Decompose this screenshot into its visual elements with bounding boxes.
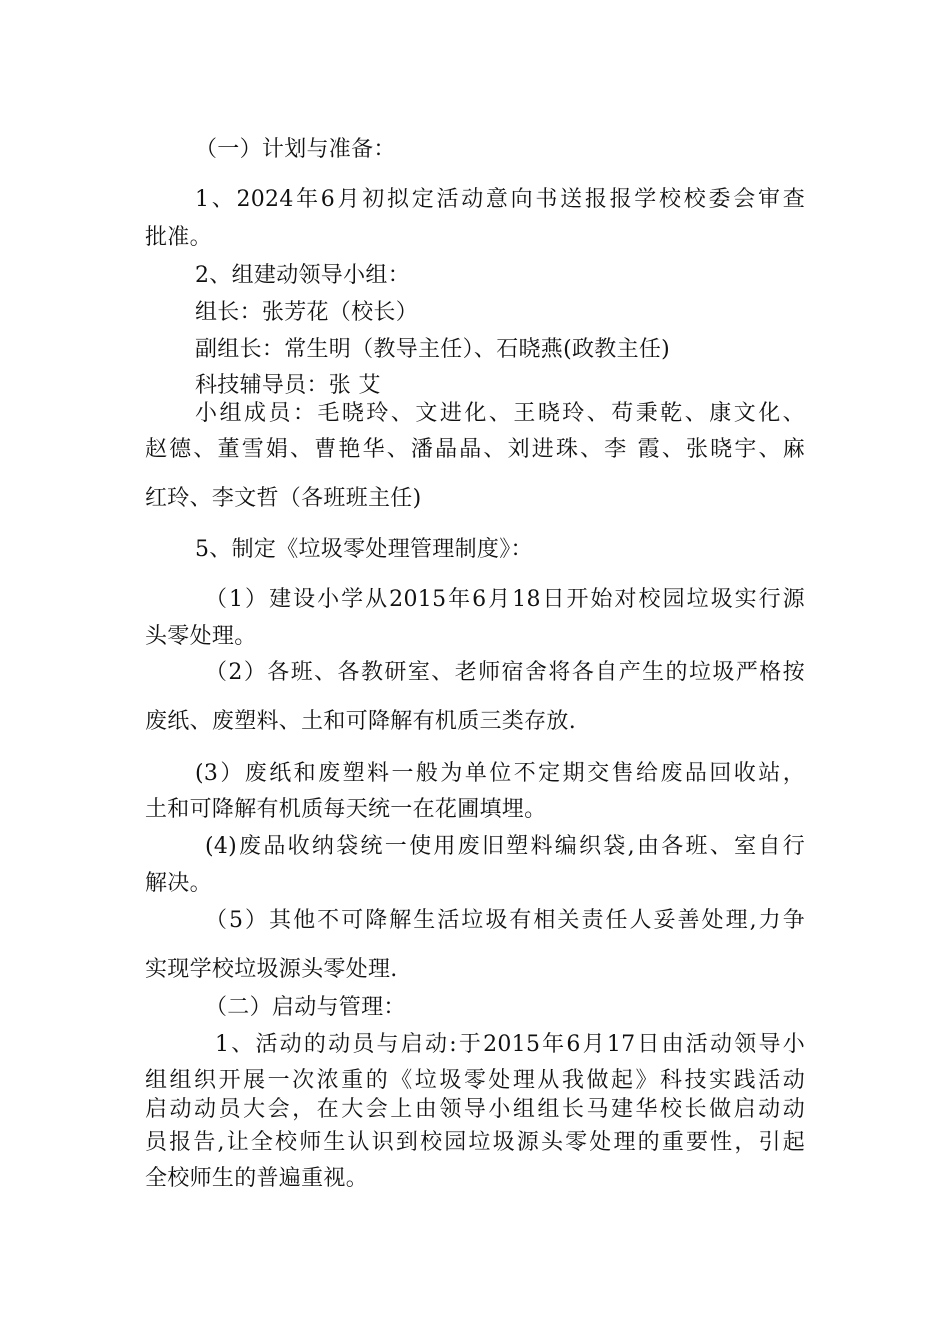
paragraph-line: (3）废纸和废塑料一般为单位不定期交售给废品回收站，	[195, 761, 805, 786]
paragraph-line: （2）各班、各教研室、老师宿舍将各自产生的垃圾严格按	[205, 660, 805, 685]
paragraph-line: （1）建设小学从2015年6月18日开始对校园垃圾实行源	[205, 587, 805, 612]
paragraph-line: 组组织开展一次浓重的《垃圾零处理从我做起》科技实践活动	[145, 1068, 805, 1093]
paragraph-line: 土和可降解有机质每天统一在花圃填埋。	[145, 797, 547, 822]
paragraph-line: 组长：张芳花（校长）	[195, 300, 419, 325]
paragraph-line: 5、制定《垃圾零处理管理制度》：	[195, 537, 533, 562]
paragraph-line: 头零处理。	[145, 624, 257, 649]
paragraph-line: 小组成员：毛晓玲、文进化、王晓玲、苟秉乾、康文化、	[195, 401, 805, 426]
paragraph-line: 启动动员大会，在大会上由领导小组组长马建华校长做启动动	[145, 1097, 805, 1122]
paragraph-line: 红玲、李文哲（各班班主任)	[145, 486, 422, 511]
paragraph-line: 解决。	[145, 871, 212, 896]
paragraph-line: 1、2024年6月初拟定活动意向书送报报学校校委会审查	[195, 187, 805, 212]
paragraph-line: （5）其他不可降解生活垃圾有相关责任人妥善处理,力争	[205, 908, 805, 933]
paragraph-line: 废纸、废塑料、土和可降解有机质三类存放.	[145, 709, 576, 734]
section-heading-plan: （一）计划与准备：	[195, 137, 396, 162]
paragraph-line: 1、活动的动员与启动:于2015年6月17日由活动领导小	[215, 1032, 805, 1057]
paragraph-line: 赵德、董雪娟、曹艳华、潘晶晶、刘进珠、李 霞、张晓宇、麻	[145, 437, 805, 462]
paragraph-line: 2、组建动领导小组：	[195, 263, 410, 288]
paragraph-line: 副组长：常生明（教导主任）、石晓燕(政教主任)	[195, 337, 671, 362]
paragraph-line: 全校师生的普遍重视。	[145, 1166, 369, 1191]
paragraph-line: 实现学校垃圾源头零处理.	[145, 957, 398, 982]
paragraph-line: (4)废品收纳袋统一使用废旧塑料编织袋,由各班、室自行	[205, 834, 805, 859]
paragraph-line: 员报告,让全校师生认识到校园垃圾源头零处理的重要性，引起	[145, 1130, 805, 1155]
paragraph-line: 科技辅导员：张 艾	[195, 373, 381, 398]
paragraph-line: 批准。	[145, 225, 212, 250]
section-heading-launch: （二）启动与管理：	[205, 995, 406, 1020]
